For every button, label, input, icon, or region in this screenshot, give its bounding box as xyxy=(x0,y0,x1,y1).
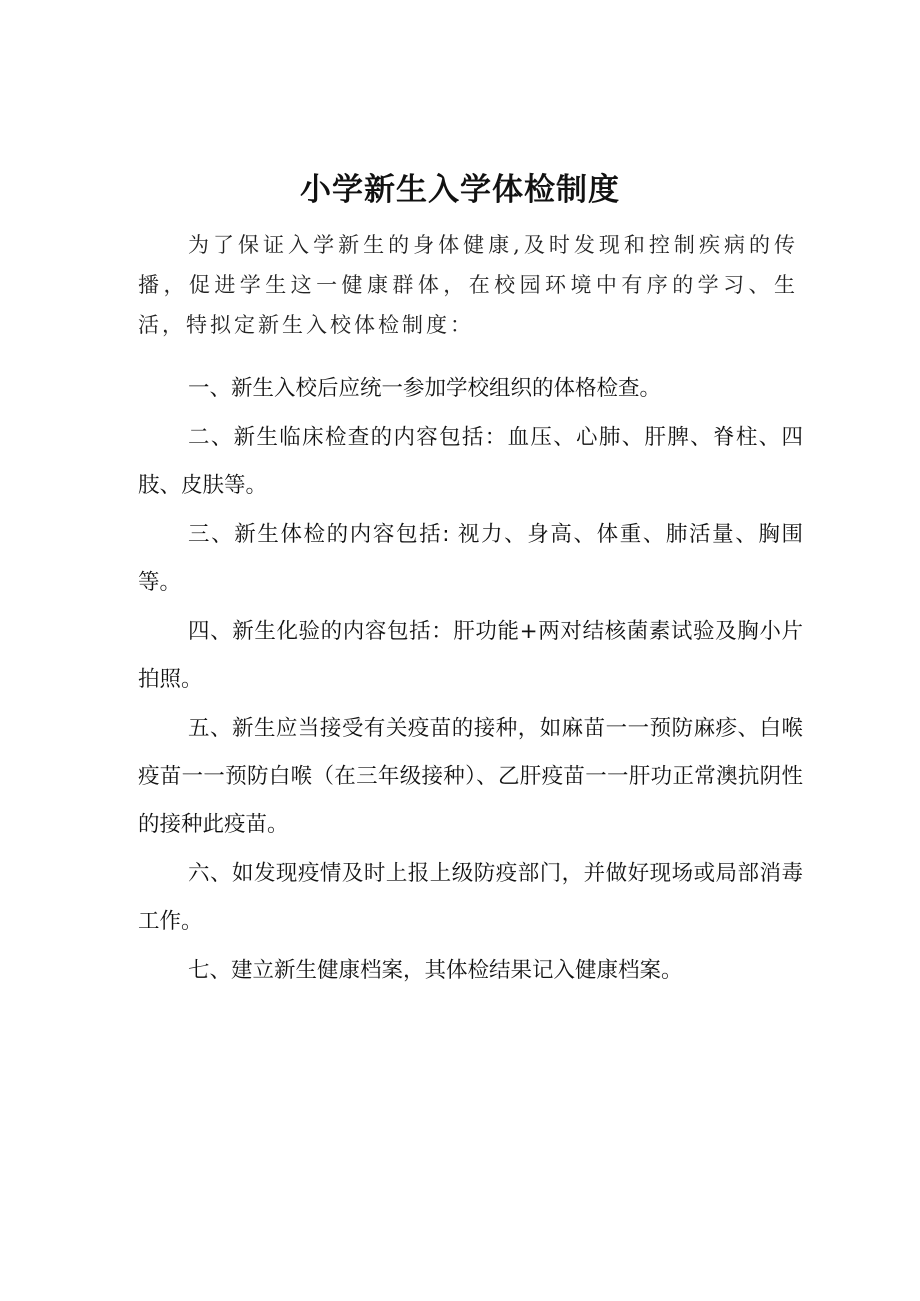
regulation-item-5: 五、新生应当接受有关疫苗的接种，如麻苗一一预防麻疹、白喉疫苗一一预防白喉（在三年级接种）、乙肝疫苗一一肝功正常澳抗阴性的接种此疫苗。 xyxy=(138,716,803,837)
regulation-item-3: 三、新生体检的内容包括: 视力、身高、体重、肺活量、胸围等。 xyxy=(138,522,803,595)
regulation-item-4: 四、新生化验的内容包括：肝功能+两对结核菌素试验及胸小片拍照。 xyxy=(138,619,803,692)
document-title: 小学新生入学体检制度 xyxy=(300,171,620,208)
regulation-item-6: 六、如发现疫情及时上报上级防疫部门，并做好现场或局部消毒工作。 xyxy=(138,861,803,934)
regulation-item-7: 七、建立新生健康档案，其体检结果记入健康档案。 xyxy=(188,958,683,983)
regulation-item-1: 一、新生入校后应统一参加学校组织的体格检查。 xyxy=(188,376,662,401)
regulation-list xyxy=(138,365,803,996)
intro-paragraph: 为了保证入学新生的身体健康,及时发现和控制疾病的传播，促进学生这一健康群体，在校园环境中有序的学习、生活，特拟定新生入校体检制度： xyxy=(138,233,798,337)
regulation-item-2: 二、新生临床检查的内容包括：血压、心肺、肝脾、脊柱、四肢、皮肤等。 xyxy=(138,425,803,498)
